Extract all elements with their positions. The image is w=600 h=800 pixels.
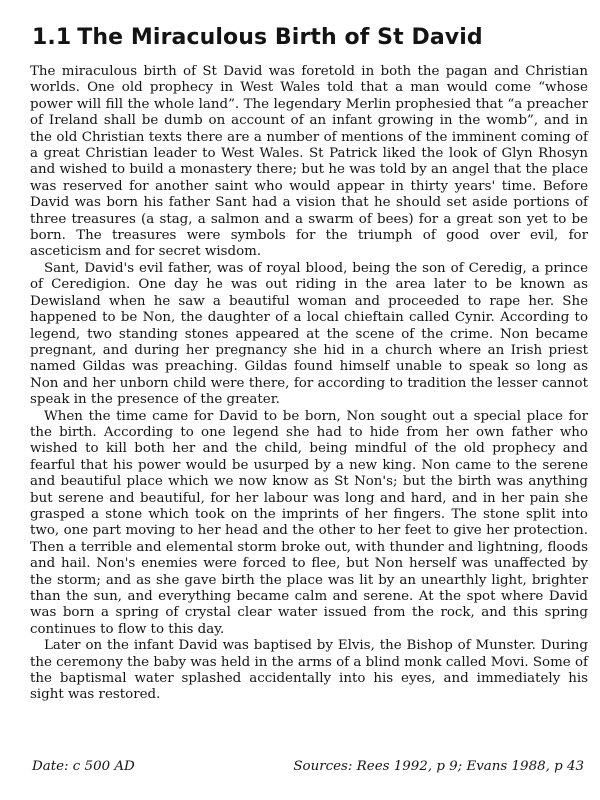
body-text <box>30 64 588 704</box>
section-number: 1.1 <box>32 25 72 50</box>
paragraph-4: Later on the infant David was baptised by Elvis, the Bishop of Munster. During the ceremony the baby was held in the arms of a blind monk called Movi. Some of the baptismal water splashed accidentally into his eyes, and immediately his sight was restored. <box>30 638 588 703</box>
paragraph-3: When the time came for David to be born, Non sought out a special place for the birth. According to one legend she had to hide from her own father who wished to kill both her and the child, being mindful of the old prophecy and fearful that his power would be usurped by a new king. Non came to the serene and beautiful place which we now know as St Non's; but the birth was anything but serene and beautiful, for her labour was long and hard, and in her pain she grasped a stone which took on the imprints of her fingers. The stone split into two, one part moving to her head and the other to her feet to give her protection. Then a terrible and elemental storm broke out, with thunder and lightning, floods and hail. Non's enemies were forced to flee, but Non herself was unaffected by the storm; and as she gave birth the place was lit by an unearthly light, brighter than the sun, and everything became calm and serene. At the spot where David was born a spring of crystal clear water issued from the rock, and this spring continues to flow to this day. <box>30 408 588 637</box>
section-title: The Miraculous Birth of St David <box>77 25 483 50</box>
date-note: Date: c 500 AD <box>32 759 135 774</box>
paragraph-1: The miraculous birth of St David was foretold in both the pagan and Christian worlds. One old prophecy in West Wales told that a man would come “whose power will fill the whole land”. The legendary Merlin prophesied that “a preacher of Ireland shall be dumb on account of an infant growing in the womb”, and in the old Christian texts there are a number of mentions of the imminent coming of a great Christian leader to West Wales. St Patrick liked the look of Glyn Rhosyn and wished to build a monastery there; but he was told by an angel that the place was reserved for another saint who would appear in thirty years' time. Before David was born his father Sant had a vision that he should set aside portions of three treasures (a stag, a salmon and a swarm of bees) for a great son yet to be born. The treasures were symbols for the triumph of good over evil, for asceticism and for secret wisdom. <box>30 64 588 260</box>
sources-note: Sources: Rees 1992, p 9; Evans 1988, p 43 <box>293 759 584 774</box>
footer <box>32 758 584 776</box>
paragraph-2: Sant, David's evil father, was of royal blood, being the son of Ceredig, a prince of Ceredigion. One day he was out riding in the area later to be known as Dewisland when he saw a beautiful woman and proceeded to rape her. She happened to be Non, the daughter of a local chieftain called Cynir. According to legend, two standing stones appeared at the scene of the crime. Non became pregnant, and during her pregnancy she hid in a church where an Irish priest named Gildas was preaching. Gildas found himself unable to speak so long as Non and her unborn child were there, for according to tradition the lesser cannot speak in the presence of the greater. <box>30 260 588 408</box>
page-title <box>32 24 588 52</box>
